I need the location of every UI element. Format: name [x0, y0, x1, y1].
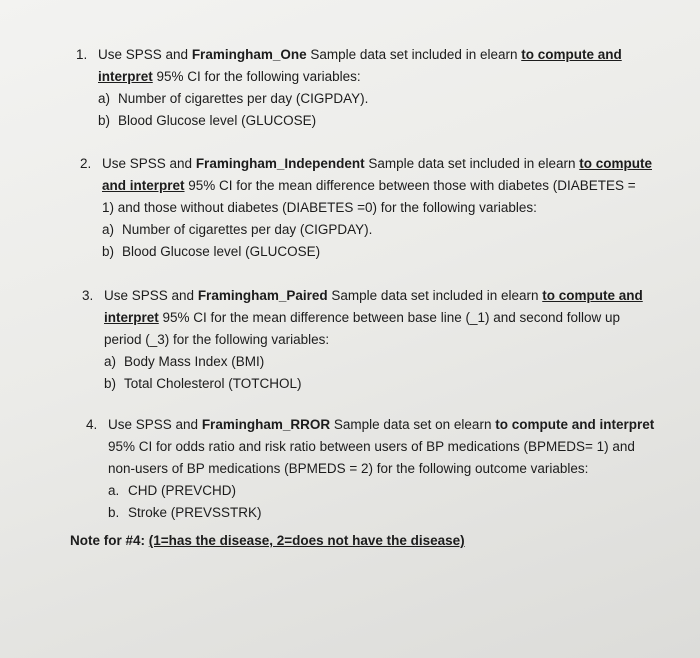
question-1 — [76, 44, 622, 132]
question-line: 95% CI for odds ratio and risk ratio between users of BP medications (BPMEDS= 1) and — [108, 439, 635, 454]
task-emphasis: to compute — [579, 156, 652, 171]
question-number: 2. — [80, 156, 92, 171]
task-emphasis: to compute and — [542, 288, 643, 303]
list-item: a) Body Mass Index (BMI) — [104, 354, 265, 369]
note-label: Note for #4: — [70, 533, 149, 548]
question-number: 3. — [82, 288, 94, 303]
dataset-name: Framingham_Paired — [197, 288, 328, 303]
note — [70, 533, 465, 548]
question-line: Use SPSS and Framingham_One Sample data set included in elearn to compute and — [98, 47, 622, 62]
question-line: and interpret 95% CI for the mean difference between those with diabetes (DIABETES = — [102, 178, 636, 193]
task-emphasis: and interpret — [102, 178, 185, 193]
question-number: 1. — [76, 47, 88, 62]
dataset-name: Framingham_One — [191, 47, 307, 62]
task-emphasis: interpret — [98, 69, 153, 84]
note-text: (1=has the disease, 2=does not have the disease) — [148, 533, 465, 548]
question-line: Use SPSS and Framingham_Paired Sample data set included in elearn to compute and — [104, 288, 643, 303]
dataset-name: Framingham_RROR — [201, 417, 331, 432]
list-item: b) Total Cholesterol (TOTCHOL) — [104, 376, 302, 391]
dataset-name: Framingham_Independent — [195, 156, 365, 171]
task-emphasis: interpret — [104, 310, 159, 325]
question-line: 1) and those without diabetes (DIABETES =0) for the following variables: — [102, 200, 537, 215]
list-item: b. Stroke (PREVSSTRK) — [108, 505, 262, 520]
list-item: a. CHD (PREVCHD) — [108, 483, 236, 498]
list-item: b) Blood Glucose level (GLUCOSE) — [98, 113, 317, 128]
task-emphasis: to compute and interpret — [495, 417, 655, 432]
question-line: Use SPSS and Framingham_RROR Sample data set on elearn to compute and interpret — [108, 417, 655, 432]
task-emphasis: to compute and — [521, 47, 622, 62]
list-item: a) Number of cigarettes per day (CIGPDAY). — [102, 222, 373, 237]
list-item: b) Blood Glucose level (GLUCOSE) — [102, 244, 321, 259]
list-item: a) Number of cigarettes per day (CIGPDAY). — [98, 91, 369, 106]
question-4 — [86, 414, 655, 524]
question-line: non-users of BP medications (BPMEDS = 2) for the following outcome variables: — [108, 461, 589, 476]
question-line: period (_3) for the following variables: — [104, 332, 330, 347]
question-number: 4. — [86, 417, 98, 432]
question-line: interpret 95% CI for the mean difference between base line (_1) and second follow up — [104, 310, 621, 325]
question-2 — [80, 153, 652, 263]
question-line: Use SPSS and Framingham_Independent Sample data set included in elearn to compute — [102, 156, 652, 171]
question-line: interpret 95% CI for the following variables: — [98, 69, 361, 84]
question-3 — [82, 285, 643, 395]
